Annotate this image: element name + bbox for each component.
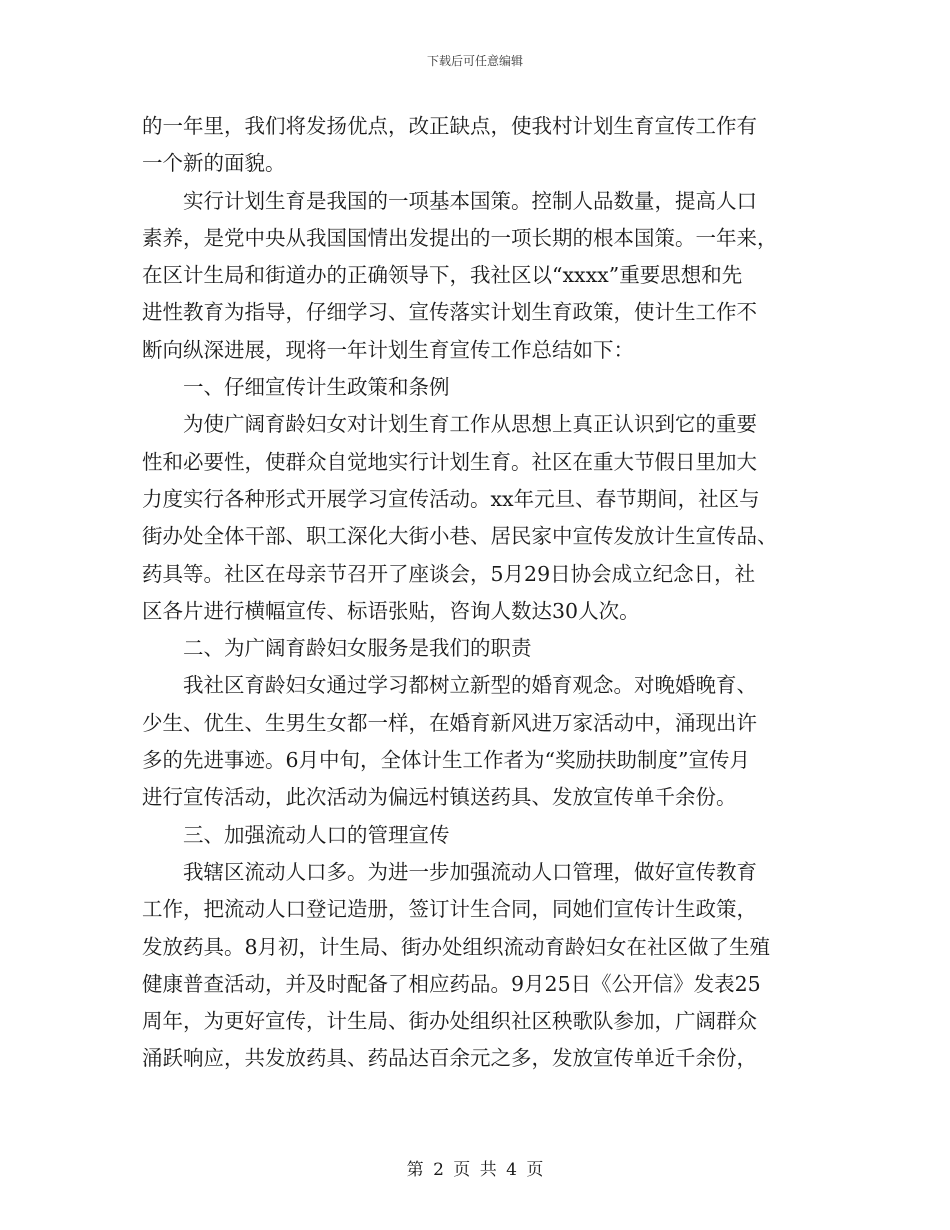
text-line: 涌跃响应，共发放药具、药品达百余元之多，发放宣传单近千余份， <box>142 1046 757 1071</box>
page-header: 下载后可任意编辑 <box>426 54 523 68</box>
text-line: 少生、优生、生男生女都一样，在婚育新风进万家活动中，涌现出许 <box>142 710 757 735</box>
text-line: 多的先进事迹。6月中旬，全体计生工作者为“奖励扶助制度”宣传月 <box>142 748 751 773</box>
text-line: 街办处全体干部、职工深化大街小巷、居民家中宣传发放计生宣传品、 <box>142 524 778 549</box>
text-line: 性和必要性，使群众自觉地实行计划生育。社区在重大节假日里加大 <box>142 449 757 474</box>
text-line: 断向纵深进展，现将一年计划生育宣传工作总结如下： <box>142 337 634 362</box>
text-line: 进行宣传活动，此次活动为偏远村镇送药具、发放宣传单千余份。 <box>142 785 737 810</box>
text-line: 实行计划生育是我国的一项基本国策。控制人品数量，提高人口 <box>183 188 757 213</box>
text-line: 的一年里，我们将发扬优点，改正缺点，使我村计划生育宣传工作有 <box>142 114 757 138</box>
text-line: 工作，把流动人口登记造册，签订计生合同，同她们宣传计生政策， <box>142 897 757 922</box>
text-line: 进性教育为指导，仔细学习、宣传落实计划生育政策，使计生工作不 <box>142 300 757 325</box>
text-line: 为使广阔育龄妇女对计划生育工作从思想上真正认识到它的重要 <box>183 412 757 437</box>
text-line: 发放药具。8月初，计生局、街办处组织流动育龄妇女在社区做了生殖 <box>142 934 771 959</box>
page-footer: 第 2 页 共 4 页 <box>406 1160 544 1180</box>
text-line: 我社区育龄妇女通过学习都树立新型的婚育观念。对晚婚晚育、 <box>183 673 757 698</box>
text-line: 周年，为更好宣传，计生局、街办处组织社区秧歌队参加，广阔群众 <box>142 1009 757 1034</box>
text-line: 二、为广阔育龄妇女服务是我们的职责 <box>183 636 532 661</box>
text-line: 三、加强流动人口的管理宣传 <box>183 822 450 847</box>
text-line: 一、仔细宣传计生政策和条例 <box>183 375 450 400</box>
text-line: 素养，是党中央从我国国情出发提出的一项长期的根本国策。一年来， <box>142 225 778 250</box>
text-line: 健康普查活动，并及时配备了相应药品。9月25日《公开信》发表25 <box>142 971 761 996</box>
document-body <box>142 108 814 1078</box>
text-line: 药具等。社区在母亲节召开了座谈会，5月29日协会成立纪念日，社 <box>142 561 756 586</box>
text-line: 我辖区流动人口多。为进一步加强流动人口管理，做好宣传教育 <box>183 859 757 884</box>
text-line: 一个新的面貌。 <box>142 151 286 176</box>
text-line: 区各片进行横幅宣传、标语张贴，咨询人数达30人次。 <box>142 598 640 623</box>
text-line: 力度实行各种形式开展学习宣传活动。xx年元旦、春节期间，社区与 <box>142 486 760 511</box>
text-line: 在区计生局和街道办的正确领导下，我社区以“xxxx”重要思想和先 <box>142 263 743 288</box>
